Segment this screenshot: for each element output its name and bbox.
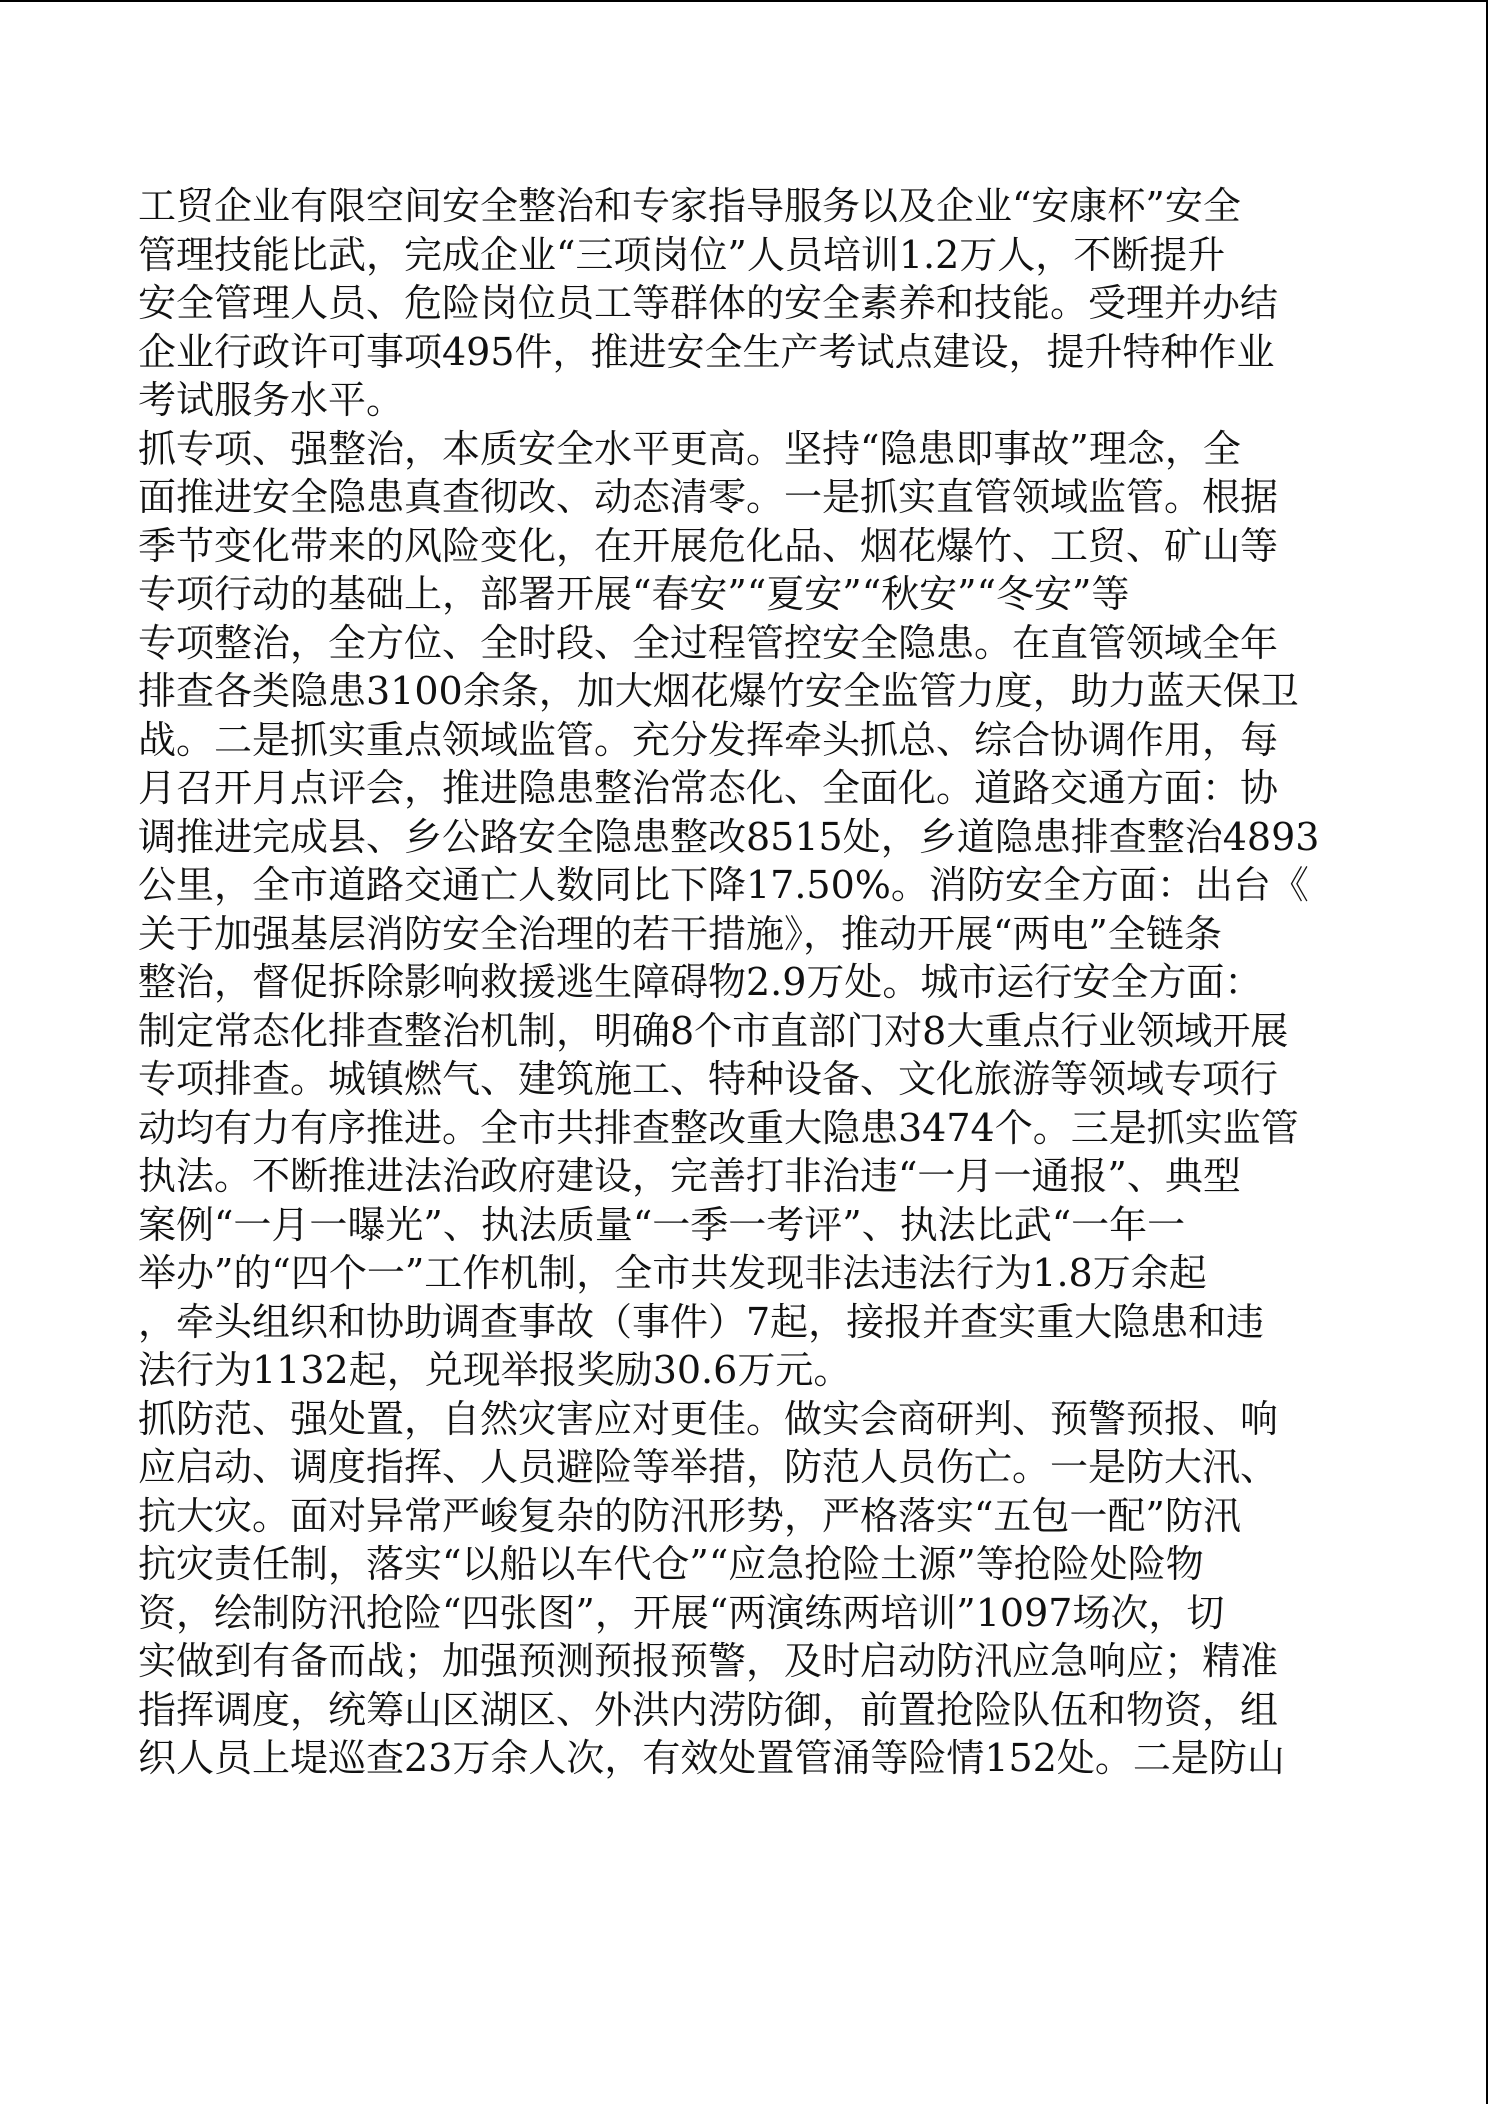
text-line: 实做到有备而战；加强预测预报预警，及时启动防汛应急响应；精准 (138, 1639, 1279, 1683)
text-line: 抗大灾。面对异常严峻复杂的防汛形势，严格落实“五包一配”防汛 (138, 1493, 1241, 1538)
text-line: 专项排查。城镇燃气、建筑施工、特种设备、文化旅游等领域专项行 (138, 1057, 1279, 1101)
paragraph-heading-line: 抓防范、强处置，自然灾害应对更佳。做实会商研判、预警预报、响 (138, 1396, 1279, 1441)
text-line: 调推进完成县、乡公路安全隐患整改8515处，乡道隐患排查整治4893 (138, 814, 1320, 859)
text-line: 法行为1132起，兑现举报奖励30.6万元。 (138, 1348, 852, 1392)
text-line: 安全管理人员、危险岗位员工等群体的安全素养和技能。受理并办结 (138, 281, 1279, 325)
text-line: 案例“一月一曝光”、执法质量“一季一考评”、执法比武“一年一 (138, 1202, 1186, 1247)
text-line: 专项行动的基础上，部署开展“春安”“夏安”“秋安”“冬安”等 (138, 572, 1130, 616)
text-line: 专项整治，全方位、全时段、全过程管控安全隐患。在直管领域全年 (138, 620, 1279, 665)
text-line: 月召开月点评会，推进隐患整治常态化、全面化。道路交通方面：协 (138, 766, 1279, 810)
text-line: 公里，全市道路交通亡人数同比下降17.50%。消防安全方面：出台《 (138, 863, 1309, 907)
text-line: 整治，督促拆除影响救援逃生障碍物2.9万处。城市运行安全方面： (138, 960, 1263, 1004)
text-line: 排查各类隐患3100余条，加大烟花爆竹安全监管力度，助力蓝天保卫 (138, 669, 1299, 713)
text-line: 企业行政许可事项495件，推进安全生产考试点建设，提升特种作业 (138, 329, 1275, 374)
text-line: 指挥调度，统筹山区湖区、外洪内涝防御，前置抢险队伍和物资，组 (138, 1687, 1279, 1732)
document-body (138, 182, 1350, 1783)
text-line: 织人员上堤巡查23万余人次，有效处置管涌等险情152处。二是防山 (138, 1736, 1285, 1780)
text-line: 动均有力有序推进。全市共排查整改重大隐患3474个。三是抓实监管 (138, 1105, 1299, 1150)
text-line: 战。二是抓实重点领域监管。充分发挥牵头抓总、综合协调作用，每 (138, 717, 1279, 762)
paragraph-heading-line: 抓专项、强整治，本质安全水平更高。坚持“隐患即事故”理念，全 (138, 426, 1241, 471)
text-line: 面推进安全隐患真查彻改、动态清零。一是抓实直管领域监管。根据 (138, 475, 1279, 519)
text-line: 举办”的“四个一”工作机制，全市共发现非法违法行为1.8万余起 (138, 1251, 1207, 1295)
text-line: 工贸企业有限空间安全整治和专家指导服务以及企业“安康杯”安全 (138, 184, 1241, 228)
text-line: 制定常态化排查整治机制，明确8个市直部门对8大重点行业领域开展 (138, 1008, 1289, 1053)
text-line: 执法。不断推进法治政府建设，完善打非治违“一月一通报”、典型 (138, 1154, 1241, 1198)
page-top-border (0, 0, 1486, 3)
text-line: 应启动、调度指挥、人员避险等举措，防范人员伤亡。一是防大汛、 (138, 1445, 1279, 1489)
text-line: 季节变化带来的风险变化，在开展危化品、烟花爆竹、工贸、矿山等 (138, 523, 1279, 568)
text-line: ，牵头组织和协助调查事故（事件）7起，接报并查实重大隐患和违 (138, 1299, 1265, 1344)
text-line: 资，绘制防汛抢险“四张图”，开展“两演练两培训”1097场次，切 (138, 1590, 1225, 1635)
text-line: 关于加强基层消防安全治理的若干措施》，推动开展“两电”全链条 (138, 911, 1222, 956)
text-line: 考试服务水平。 (138, 378, 405, 422)
text-line: 抗灾责任制，落实“以船以车代仓”“应急抢险土源”等抢险处险物 (138, 1542, 1204, 1586)
text-line: 管理技能比武，完成企业“三项岗位”人员培训1.2万人，不断提升 (138, 232, 1226, 277)
